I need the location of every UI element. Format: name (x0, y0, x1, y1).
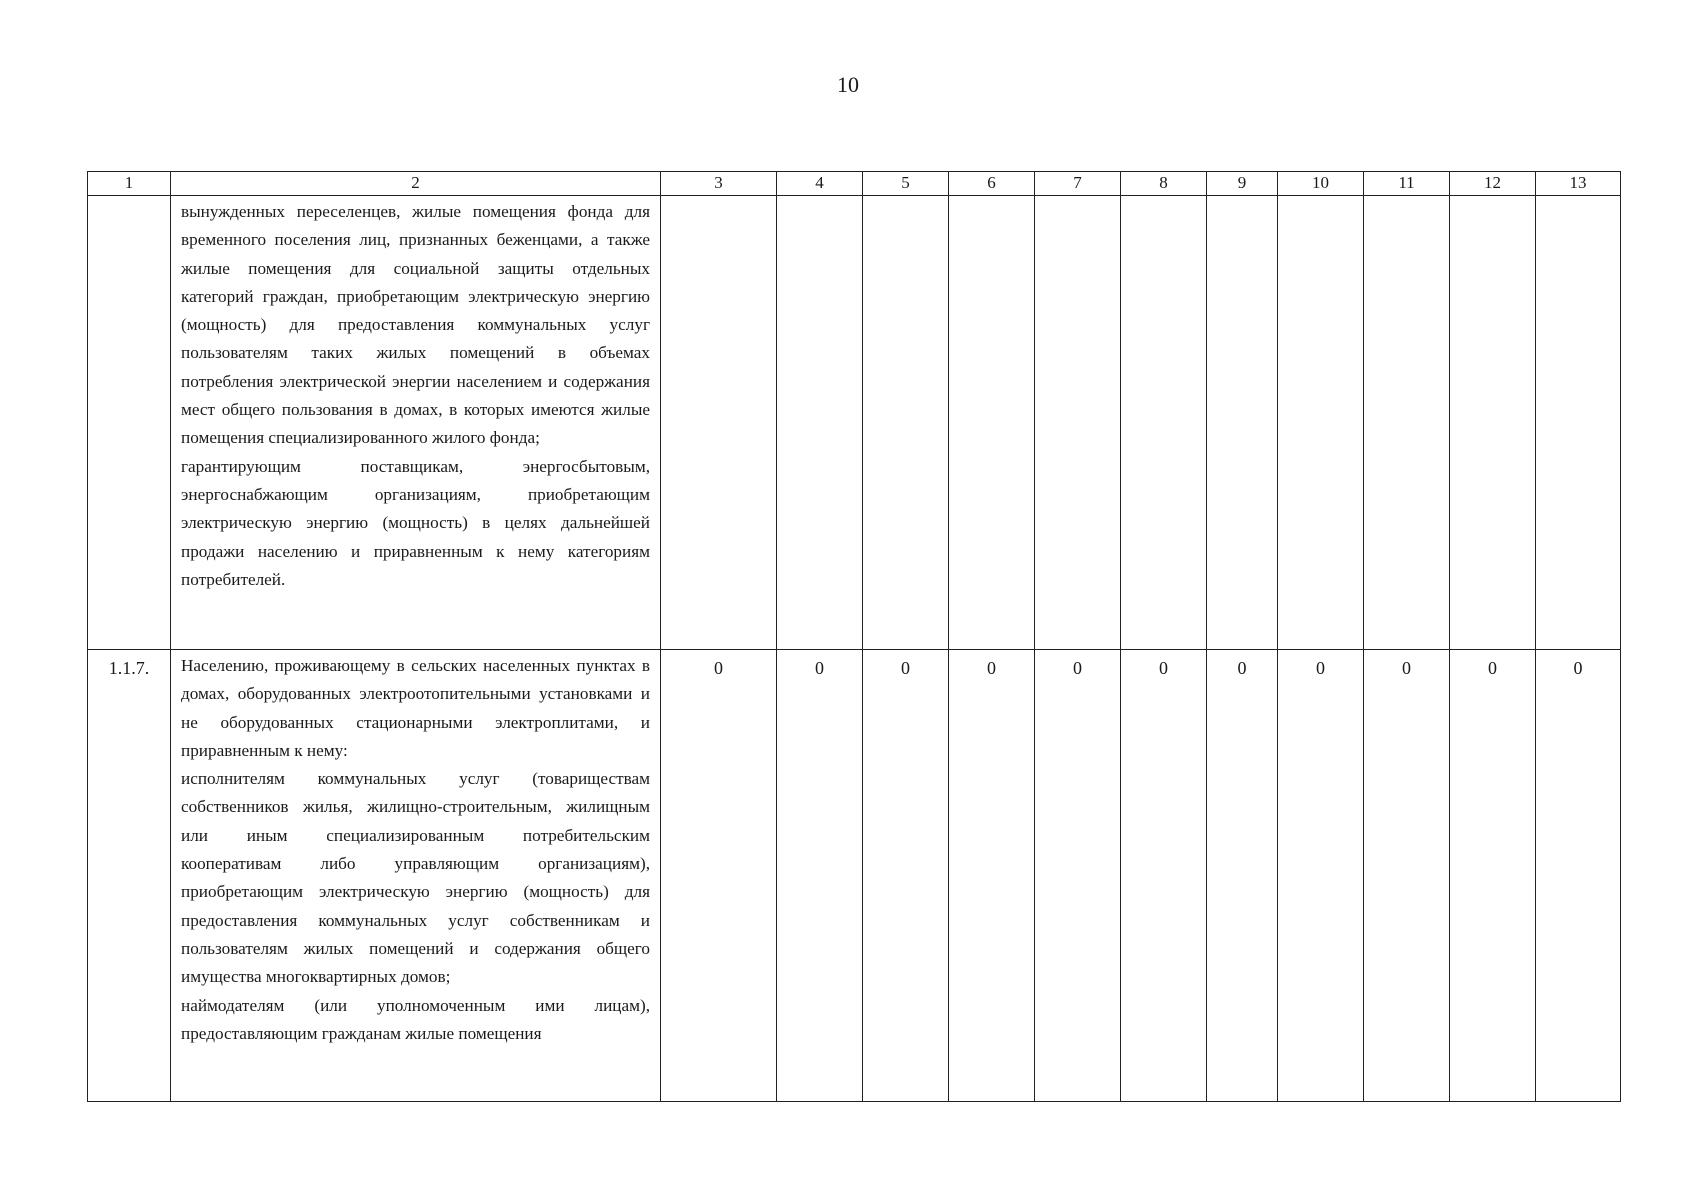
value-cell (777, 196, 863, 650)
description-paragraph: исполнителям коммунальных услуг (товариществам собственников жилья, жилищно-строительным, жилищным или иным специализированным потребительским кооперативам либо управляющим организациям), приобретающим электрическую энергию (мощность) для предоставления коммунальных услуг собственникам и пользователям жилых помещений и содержания общего имущества многоквартирных домов; (181, 769, 650, 987)
column-header: 1 (88, 172, 171, 196)
column-header: 12 (1450, 172, 1536, 196)
value-cell (1035, 196, 1121, 650)
value-cell (863, 196, 949, 650)
value-cell: 0 (1121, 650, 1207, 1102)
description-paragraph: Населению, проживающему в сельских населенных пунктах в домах, оборудованных электроотопительными установками и не оборудованных стационарными электроплитами, и приравненным к нему: (181, 656, 650, 760)
row-description (171, 196, 661, 650)
row-number (88, 196, 171, 650)
value-cell (1121, 196, 1207, 650)
description-paragraph: наймодателям (или уполномоченным ими лицам), предоставляющим гражданам жилые помещения (181, 995, 650, 1043)
column-header: 13 (1536, 172, 1621, 196)
column-header: 7 (1035, 172, 1121, 196)
description-paragraph: гарантирующим поставщикам, энергосбытовым, энергоснабжающим организациям, приобретающим электрическую энергию (мощность) в целях дальнейшей продажи населению и приравненным к нему категориям потребителей. (181, 456, 650, 589)
value-cell (1278, 196, 1364, 650)
value-cell: 0 (863, 650, 949, 1102)
table-header-row (88, 172, 1621, 196)
column-header: 11 (1364, 172, 1450, 196)
value-cell: 0 (1207, 650, 1278, 1102)
value-cell (1364, 196, 1450, 650)
table-row (88, 650, 1621, 1102)
value-cell: 0 (1035, 650, 1121, 1102)
value-cell (1207, 196, 1278, 650)
value-cell: 0 (1536, 650, 1621, 1102)
column-header: 8 (1121, 172, 1207, 196)
column-header: 10 (1278, 172, 1364, 196)
value-cell: 0 (661, 650, 777, 1102)
tariff-table (87, 171, 1621, 1102)
value-cell (661, 196, 777, 650)
value-cell: 0 (949, 650, 1035, 1102)
value-cell (1536, 196, 1621, 650)
value-cell: 0 (1450, 650, 1536, 1102)
row-number: 1.1.7. (88, 650, 171, 1102)
page-number: 10 (837, 72, 859, 97)
column-header: 2 (171, 172, 661, 196)
column-header: 6 (949, 172, 1035, 196)
column-header: 4 (777, 172, 863, 196)
column-header: 3 (661, 172, 777, 196)
table-row (88, 196, 1621, 650)
description-paragraph: вынужденных переселенцев, жилые помещения фонда для временного поселения лиц, признанных беженцами, а также жилые помещения для социальной защиты отдельных категорий граждан, приобретающим электрическую энергию (мощность) для предоставления коммунальных услуг пользователям таких жилых помещений в объемах потребления электрической энергии населением и содержания мест общего пользования в домах, в которых имеются жилые помещения специализированного жилого фонда; (181, 202, 650, 448)
column-header: 5 (863, 172, 949, 196)
value-cell (949, 196, 1035, 650)
column-header: 9 (1207, 172, 1278, 196)
value-cell: 0 (777, 650, 863, 1102)
value-cell (1450, 196, 1536, 650)
value-cell: 0 (1364, 650, 1450, 1102)
value-cell: 0 (1278, 650, 1364, 1102)
row-description (171, 650, 661, 1102)
